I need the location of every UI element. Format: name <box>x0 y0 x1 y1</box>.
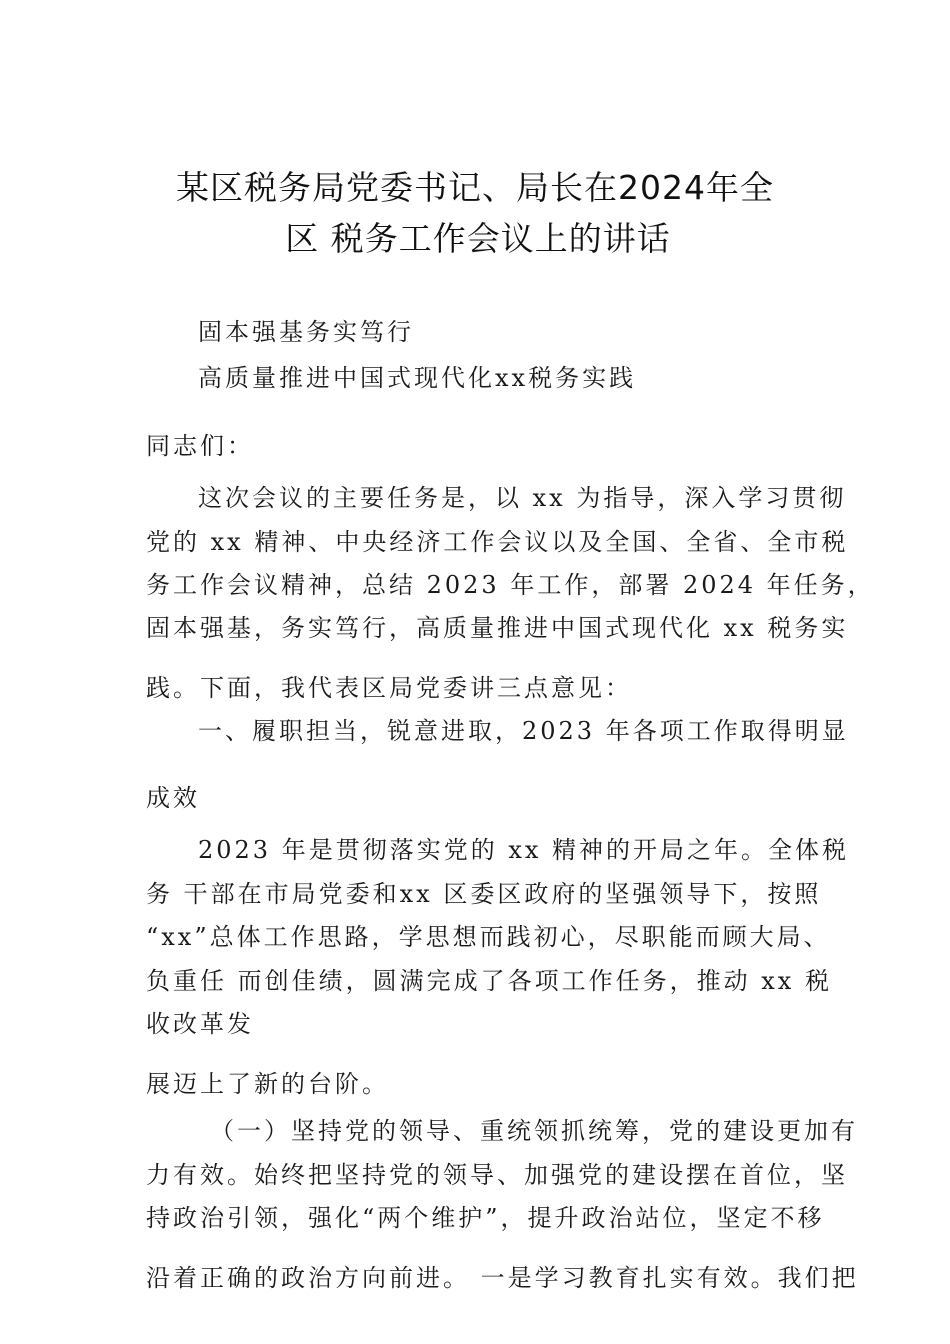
section-heading-1: 一、履职担当，锐意进取，2023 年各项工作取得明显 <box>198 717 849 745</box>
body-line-10: “xx”总体工作思路，学思想而践初心，尽职能而顾大局、 <box>146 923 831 951</box>
body-line-4: 固本强基，务实笃行，高质量推进中国式现代化 xx 税务实 <box>146 614 849 642</box>
body-line-16: 持政治引领，强化“两个维护”，提升政治站位，坚定不移 <box>146 1204 825 1232</box>
body-line-3: 务工作会议精神，总结 2023 年工作，部署 2024 年任务， <box>146 571 875 599</box>
body-line-1: 这次会议的主要任务是，以 xx 为指导，深入学习贯彻 <box>198 484 847 512</box>
salutation: 同志们： <box>146 432 254 460</box>
body-line-13: 展迈上了新的台阶。 <box>146 1070 389 1098</box>
body-line-8: 2023 年是贯彻落实党的 xx 精神的开局之年。全体税 <box>198 836 850 864</box>
document-title-line-1: 某区税务局党委书记、局长在2024年全 <box>176 168 774 207</box>
body-line-15: 力有效。始终把坚持党的领导、加强党的建设摆在首位，坚 <box>146 1161 848 1189</box>
body-line-9: 务 干部在市局党委和xx 区委区政府的坚强领导下，按照 <box>146 880 822 908</box>
document-title-line-2: 区 税务工作会议上的讲话 <box>285 219 671 258</box>
body-line-17: 沿着正确的政治方向前进。 一是学习教育扎实有效。我们把 <box>146 1264 859 1292</box>
body-line-11: 负重任 而创佳绩，圆满完成了各项工作任务，推动 xx 税 <box>146 967 832 995</box>
subtitle-1: 固本强基务实笃行 <box>198 318 414 346</box>
body-line-2: 党的 xx 精神、中央经济工作会议以及全国、全省、全市税 <box>146 528 849 556</box>
body-line-12: 收改革发 <box>146 1010 254 1038</box>
subtitle-2: 高质量推进中国式现代化xx税务实践 <box>198 364 637 392</box>
section-heading-1-cont: 成效 <box>146 784 200 812</box>
body-line-5: 践。下面，我代表区局党委讲三点意见： <box>146 674 632 702</box>
subsection-heading-1: （一）坚持党的领导、重统领抓统筹，党的建设更加有 <box>210 1117 858 1145</box>
